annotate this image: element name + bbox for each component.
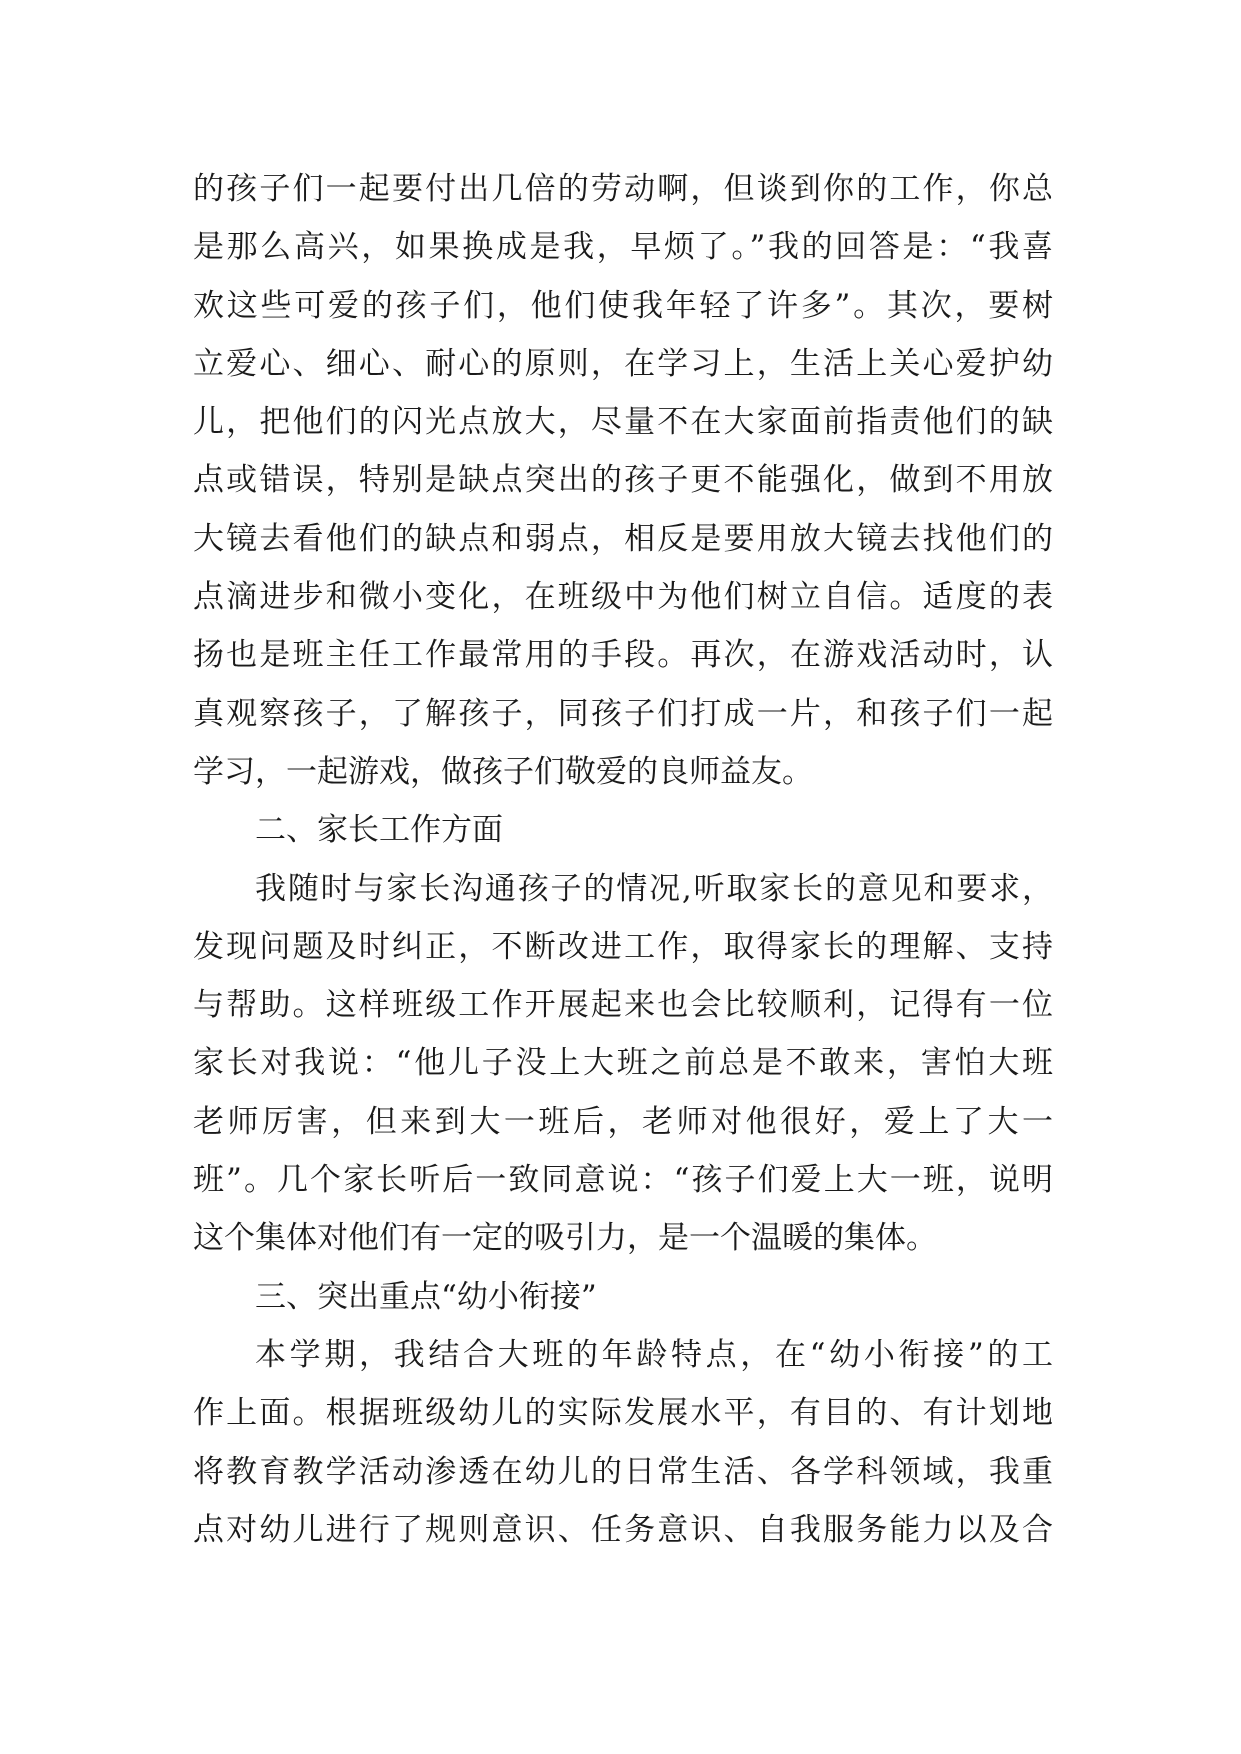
text-line: 点对幼儿进行了规则意识、任务意识、自我服务能力以及合 — [193, 1511, 1053, 1548]
text-line: 扬也是班主任工作最常用的手段。再次，在游戏活动时，认 — [193, 637, 1053, 674]
text-line: 将教育教学活动渗透在幼儿的日常生活、各学科领域，我重 — [193, 1453, 1053, 1490]
text-line: 是那么高兴，如果换成是我，早烦了。”我的回答是：“我喜 — [193, 229, 1053, 266]
text-line: 作上面。根据班级幼儿的实际发展水平，有目的、有计划地 — [193, 1395, 1053, 1432]
text-line: 的孩子们一起要付出几倍的劳动啊，但谈到你的工作，你总 — [193, 171, 1053, 207]
body-text — [193, 160, 1053, 1559]
text-line: 班”。几个家长听后一致同意说：“孩子们爱上大一班，说明 — [193, 1162, 1053, 1199]
text-line: 与帮助。这样班级工作开展起来也会比较顺利，记得有一位 — [193, 987, 1053, 1024]
text-line: 这个集体对他们有一定的吸引力，是一个温暖的集体。 — [193, 1220, 937, 1257]
text-line: 发现问题及时纠正，不断改进工作，取得家长的理解、支持 — [193, 928, 1053, 965]
text-line: 点或错误，特别是缺点突出的孩子更不能强化，做到不用放 — [193, 462, 1053, 499]
section-heading-transition: 三、突出重点“幼小衔接” — [255, 1278, 597, 1315]
text-line: 老师厉害，但来到大一班后，老师对他很好，爱上了大一 — [193, 1103, 1053, 1140]
text-line: 儿，把他们的闪光点放大，尽量不在大家面前指责他们的缺 — [193, 404, 1053, 441]
text-line: 学习，一起游戏，做孩子们敬爱的良师益友。 — [193, 753, 813, 790]
text-line: 大镜去看他们的缺点和弱点，相反是要用放大镜去找他们的 — [193, 520, 1053, 557]
text-line: 家长对我说：“他儿子没上大班之前总是不敢来，害怕大班 — [193, 1045, 1053, 1082]
text-line: 立爱心、细心、耐心的原则，在学习上，生活上关心爱护幼 — [193, 345, 1053, 382]
text-line: 本学期，我结合大班的年龄特点，在“幼小衔接”的工 — [255, 1336, 1053, 1373]
section-heading-parents: 二、家长工作方面 — [255, 812, 503, 849]
text-line: 我随时与家长沟通孩子的情况,听取家长的意见和要求， — [255, 870, 1053, 907]
text-line: 欢这些可爱的孩子们，他们使我年轻了许多”。其次，要树 — [193, 287, 1053, 324]
text-line: 点滴进步和微小变化，在班级中为他们树立自信。适度的表 — [193, 579, 1053, 616]
text-line: 真观察孩子，了解孩子，同孩子们打成一片，和孩子们一起 — [193, 695, 1053, 732]
